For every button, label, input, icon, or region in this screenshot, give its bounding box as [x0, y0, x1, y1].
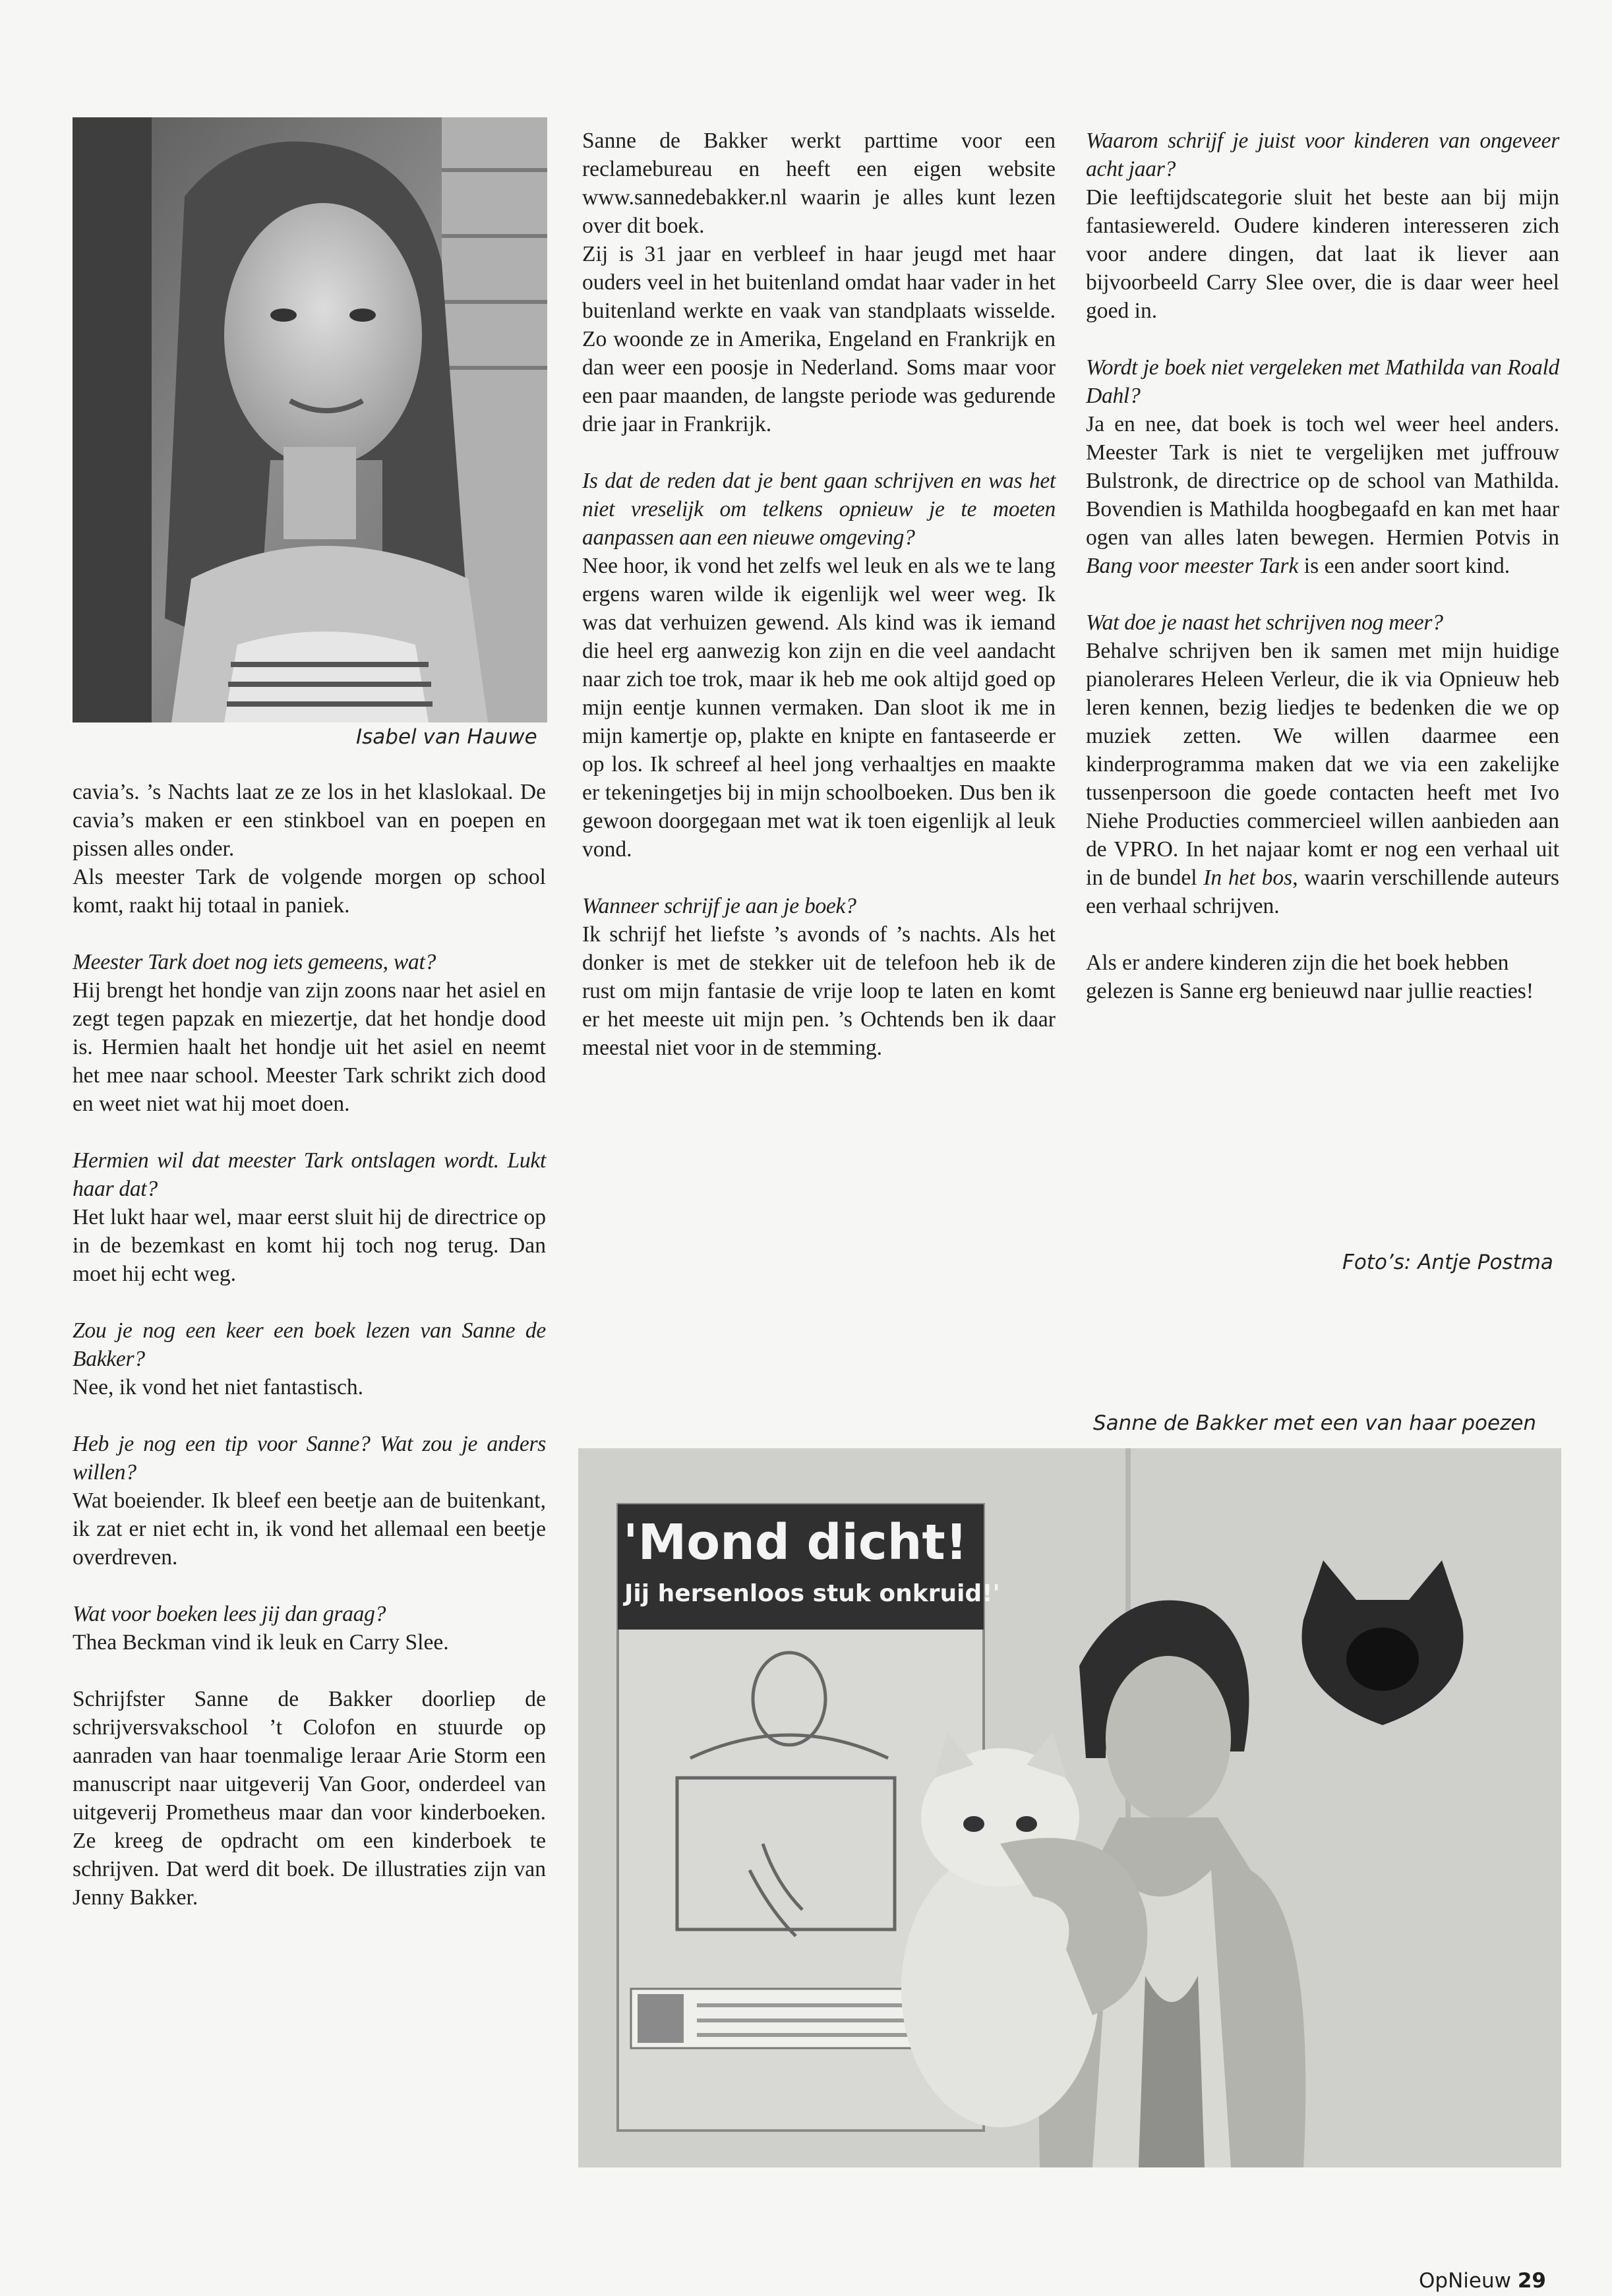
col3-answer-2-part-2: is een ander soort kind. [1298, 554, 1510, 578]
col1-answer-4: Wat boeiender. Ik bleef een beetje aan de buitenkant, ik zat er niet echt in, ik vond het allemaal een beetje overdreven. [73, 1488, 546, 1570]
poster-title: 'Mond dicht! [623, 1514, 968, 1571]
col1-paragraph-1: cavia’s. ’s Nachts laat ze ze los in het klaslokaal. De cavia’s maken er een stinkboel van en poepen en pissen alles onder. [73, 780, 546, 861]
page-folio [1419, 2269, 1546, 2293]
book-title-in-het-bos: In het bos [1203, 866, 1293, 890]
book-title-bang-voor-meester-tark: Bang voor meester Tark [1086, 554, 1299, 578]
col2-paragraph-2: Zij is 31 jaar en verbleef in haar jeugd met haar ouders veel in het buitenland omdat haar vader in het buitenland werkte en vaak van standplaats wisselde. Zo woonde ze in Amerika, Engeland en Frankrijk en dan weer een poosje in Nederland. Soms maar voor een paar maanden, de langste periode was gedurende drie jaar in Frankrijk. [582, 242, 1056, 436]
photo-isabel-caption: Isabel van Hauwe [356, 725, 537, 749]
col1-answer-5: Thea Beckman vind ik leuk en Carry Slee. [73, 1630, 449, 1655]
col3-answer-1: Die leeftijdscategorie sluit het beste aan bij mijn fantasiewereld. Oudere kinderen interesseren zich voor andere dingen, dat laat ik liever aan bijvoorbeeld Carry Slee over, die is daar weer heel goed in. [1086, 185, 1559, 323]
col2-question-2: Wanneer schrijf je aan je boek? [582, 894, 856, 918]
col1-question-5: Wat voor boeken lees jij dan graag? [73, 1602, 386, 1626]
col3-question-3: Wat doe je naast het schrijven nog meer? [1086, 610, 1443, 635]
col3-answer-3-part-1: Behalve schrijven ben ik samen met mijn huidige pianolerares Heleen Verleur, die ik via Opnieuw heb leren kennen, bezig liedjes te bedenken die we op muziek zetten. We willen daarmee een kinderprogramma maken dat we via een zakelijke tussenpersoon die goede contacten heeft met Ivo Niehe Producties commercieel willen aanbieden aan de VPRO. In het najaar komt er nog een verhaal uit in de bundel [1086, 639, 1559, 890]
col2-answer-1: Nee hoor, ik vond het zelfs wel leuk en als we te lang ergens waren wilde ik eigenlijk wel weer weg. Ik was dat verhuizen gewend. Als kind was ik iemand die heel erg aanwezig kon zijn en die veel aandacht naar zich toe trok, maar ik heb me ook altijd goed op mijn eentje kunnen vermaken. Dan sloot ik me in mijn kamertje op, plakte en knipte en fantaseerde er op los. Ik schreef al heel jong verhaaltjes en maakte er tekeningetjes bij in mijn schoolboeken. Dus ben ik gewoon doorgegaan met wat ik toen eigenlijk al leuk vond. [582, 554, 1056, 862]
photo-isabel-illustration [73, 117, 547, 722]
magazine-name: OpNieuw [1419, 2269, 1511, 2293]
page-number: 29 [1517, 2269, 1546, 2293]
column-3 [1086, 127, 1559, 1005]
photo-credit: Foto’s: Antje Postma [1342, 1251, 1553, 1274]
col1-answer-3: Nee, ik vond het niet fantastisch. [73, 1375, 364, 1399]
poster-subtitle: Jij hersenloos stuk onkruid!' [624, 1580, 1000, 1607]
col3-answer-3 [1086, 637, 1559, 920]
photo-isabel [73, 117, 547, 722]
col1-question-4: Heb je nog een tip voor Sanne? Wat zou je anders willen? [73, 1432, 546, 1485]
col3-question-1: Waarom schrijf je juist voor kinderen van ongeveer acht jaar? [1086, 129, 1559, 181]
col1-paragraph-3: Schrijfster Sanne de Bakker doorliep de schrijversvakschool ’t Colofon en stuurde op aanraden van haar toenmalige leraar Arie Storm een manuscript naar uitgeverij Van Goor, onderdeel van uitgeverij Prometheus maar dan voor kinderboeken. Ze kreeg de opdracht om een kinderboek te schrijven. Dat werd dit boek. De illustraties zijn van Jenny Bakker. [73, 1687, 546, 1910]
photo-sanne [578, 1448, 1561, 2167]
col1-answer-1: Hij brengt het hondje van zijn zoons naar het asiel en zegt tegen papzak en miezertje, dat het hondje dood is. Hermien haalt het hondje uit het asiel en neemt het mee naar school. Meester Tark schrikt zich dood en weet niet wat hij moet doen. [73, 978, 546, 1116]
col3-answer-3-part-2: , waarin verschillende auteurs een verhaal schrijven. [1086, 866, 1559, 918]
col2-question-1: Is dat de reden dat je bent gaan schrijven en was het niet vreselijk om telkens opnieuw je te moeten aanpassen aan een nieuwe omgeving? [582, 469, 1056, 550]
col1-answer-2: Het lukt haar wel, maar eerst sluit hij de directrice op in de bezemkast en komt hij toch nog terug. Dan moet hij echt weg. [73, 1205, 546, 1286]
col1-question-1: Meester Tark doet nog iets gemeens, wat? [73, 950, 436, 974]
col1-question-2: Hermien wil dat meester Tark ontslagen wordt. Lukt haar dat? [73, 1148, 546, 1201]
col2-paragraph-1: Sanne de Bakker werkt parttime voor een reclamebureau en heeft een eigen website www.sannedebakker.nl waarin je alles kunt lezen over dit boek. [582, 129, 1056, 238]
col3-answer-2 [1086, 410, 1559, 580]
photo-sanne-caption: Sanne de Bakker met een van haar poezen [1093, 1411, 1537, 1435]
col1-question-3: Zou je nog een keer een boek lezen van Sanne de Bakker? [73, 1318, 546, 1371]
col3-paragraph-1: Als er andere kinderen zijn die het boek hebben gelezen is Sanne erg benieuwd naar jullie reacties! [1086, 951, 1534, 1003]
col1-paragraph-2: Als meester Tark de volgende morgen op school komt, raakt hij totaal in paniek. [73, 865, 546, 918]
col2-answer-2: Ik schrijf het liefste ’s avonds of ’s nachts. Als het donker is met de stekker uit de telefoon heb ik de rust om mijn fantasie de vrije loop te laten en komt er het meeste uit mijn pen. ’s Ochtends ben ik daar meestal niet voor in de stemming. [582, 922, 1056, 1060]
column-2 [582, 127, 1056, 1090]
col3-answer-2-part-1: Ja en nee, dat boek is toch wel weer heel anders. Meester Tark is niet te vergelijken met juffrouw Bulstronk, de directrice op de school van Mathilda. Bovendien is Mathilda hoogbegaafd en kan met haar ogen van alles laten bewegen. Hermien Potvis in [1086, 412, 1559, 550]
col3-question-2: Wordt je boek niet vergeleken met Mathilda van Roald Dahl? [1086, 355, 1559, 408]
column-1 [73, 778, 546, 1940]
